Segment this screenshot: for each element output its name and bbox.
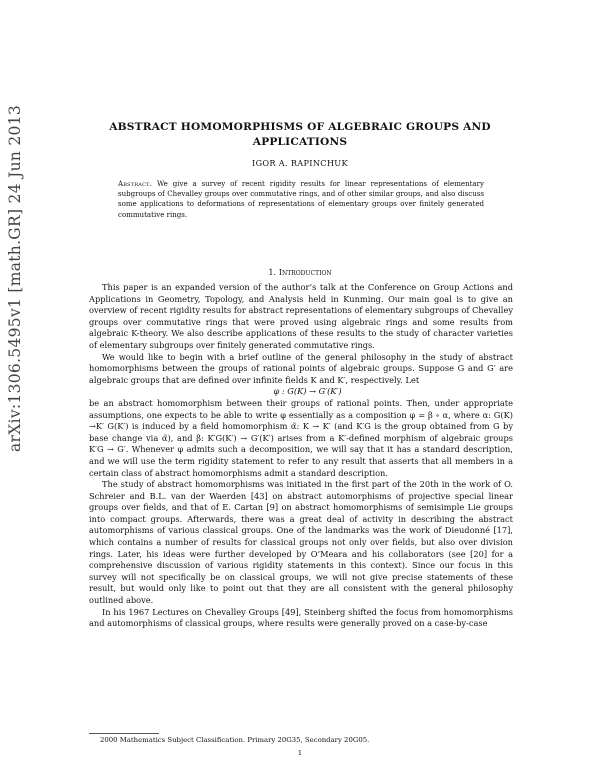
- paragraph: be an abstract homomorphism between their groups of rational points. Then, under appropriate assumptions, one expects to be able to write φ essentially as a composition φ = β ∘ α, where α: G(K) →K′ G(K′) is induced by a field homomorphism α̃: K → K′ (and K′G is the group obtained from G by base change via α̃), and β: K′G(K′) → G′(K′) arises from a K′-defined morphism of algebraic groups K′G → G′. Whenever φ admits such a decomposition, we will say that it has a standard description, and we will use the term rigidity statement to refer to any result that asserts that all members in a certain class of abstract homomorphisms admit a standard description.: [89, 397, 513, 478]
- section-heading: [80, 267, 520, 277]
- abstract-label: Abstract.: [118, 179, 153, 188]
- display-formula: φ : G(K) → G′(K′): [273, 386, 342, 397]
- footnote-rule: [89, 733, 159, 734]
- footnote-msc: 2000 Mathematics Subject Classification. Primary 20G35, Secondary 20G05.: [100, 736, 370, 744]
- paragraph: This paper is an expanded version of the author’s talk at the Conference on Group Actions and Applications in Geometry, Topology, and Analysis held in Kunming. Our main goal is to give an overview of recent rigidity results for abstract representations of elementary subgroups of Chevalley groups over commutative rings that were proved using algebraic rings and some results from algebraic K-theory. We also describe applications of these results to the study of character varieties of elementary subgroups over finitely generated commutative rings.: [89, 282, 513, 350]
- section-title: Introduction: [278, 267, 332, 277]
- page-number: 1: [297, 749, 303, 757]
- paper-title: ABSTRACT HOMOMORPHISMS OF ALGEBRAIC GROUPS AND APPLICATIONS: [109, 121, 491, 148]
- paragraph: In his 1967 Lectures on Chevalley Groups [49], Steinberg shifted the focus from homomorphisms and automorphisms of classical groups, where results were generally proved on a case-by-case: [89, 606, 513, 629]
- abstract: [118, 179, 484, 220]
- section-number: 1.: [268, 267, 277, 277]
- arxiv-identifier-stamp: arXiv:1306.5495v1 [math.GR] 24 Jun 2013: [6, 104, 24, 452]
- paragraph: We would like to begin with a brief outline of the general philosophy in the study of abstract homomorphisms between the groups of rational points of algebraic groups. Suppose G and G′ are algebraic groups that are defined over infinite fields K and K′, respectively. Let: [89, 351, 513, 385]
- abstract-text: We give a survey of recent rigidity results for linear representations of elementary subgroups of Chevalley groups over commutative rings, and of other similar groups, and also discuss some applications to deformations of representations of elementary groups over finitely generated commutative rings.: [118, 179, 484, 219]
- paragraph: The study of abstract homomorphisms was initiated in the first part of the 20th in the work of O. Schreier and B.L. van der Waerden [43] on abstract automorphisms of projective special linear groups over fields, and that of E. Cartan [9] on abstract homomorphisms of semisimple Lie groups into compact groups. Afterwards, there was a great deal of activity in describing the abstract automorphisms of various classical groups. One of the landmarks was the work of Dieudonné [17], which contains a number of results for classical groups not only over fields, but also over division rings. Later, his ideas were further developed by O’Meara and his collaborators (see [20] for a comprehensive discussion of various rigidity statements in this context). Since our focus in this survey will not specifically be on classical groups, we will not give precise statements of these result, but would only like to point out that they are all consistent with the general philosophy outlined above.: [89, 479, 513, 606]
- author-name: IGOR A. RAPINCHUK: [252, 158, 348, 168]
- body-text: [89, 282, 513, 630]
